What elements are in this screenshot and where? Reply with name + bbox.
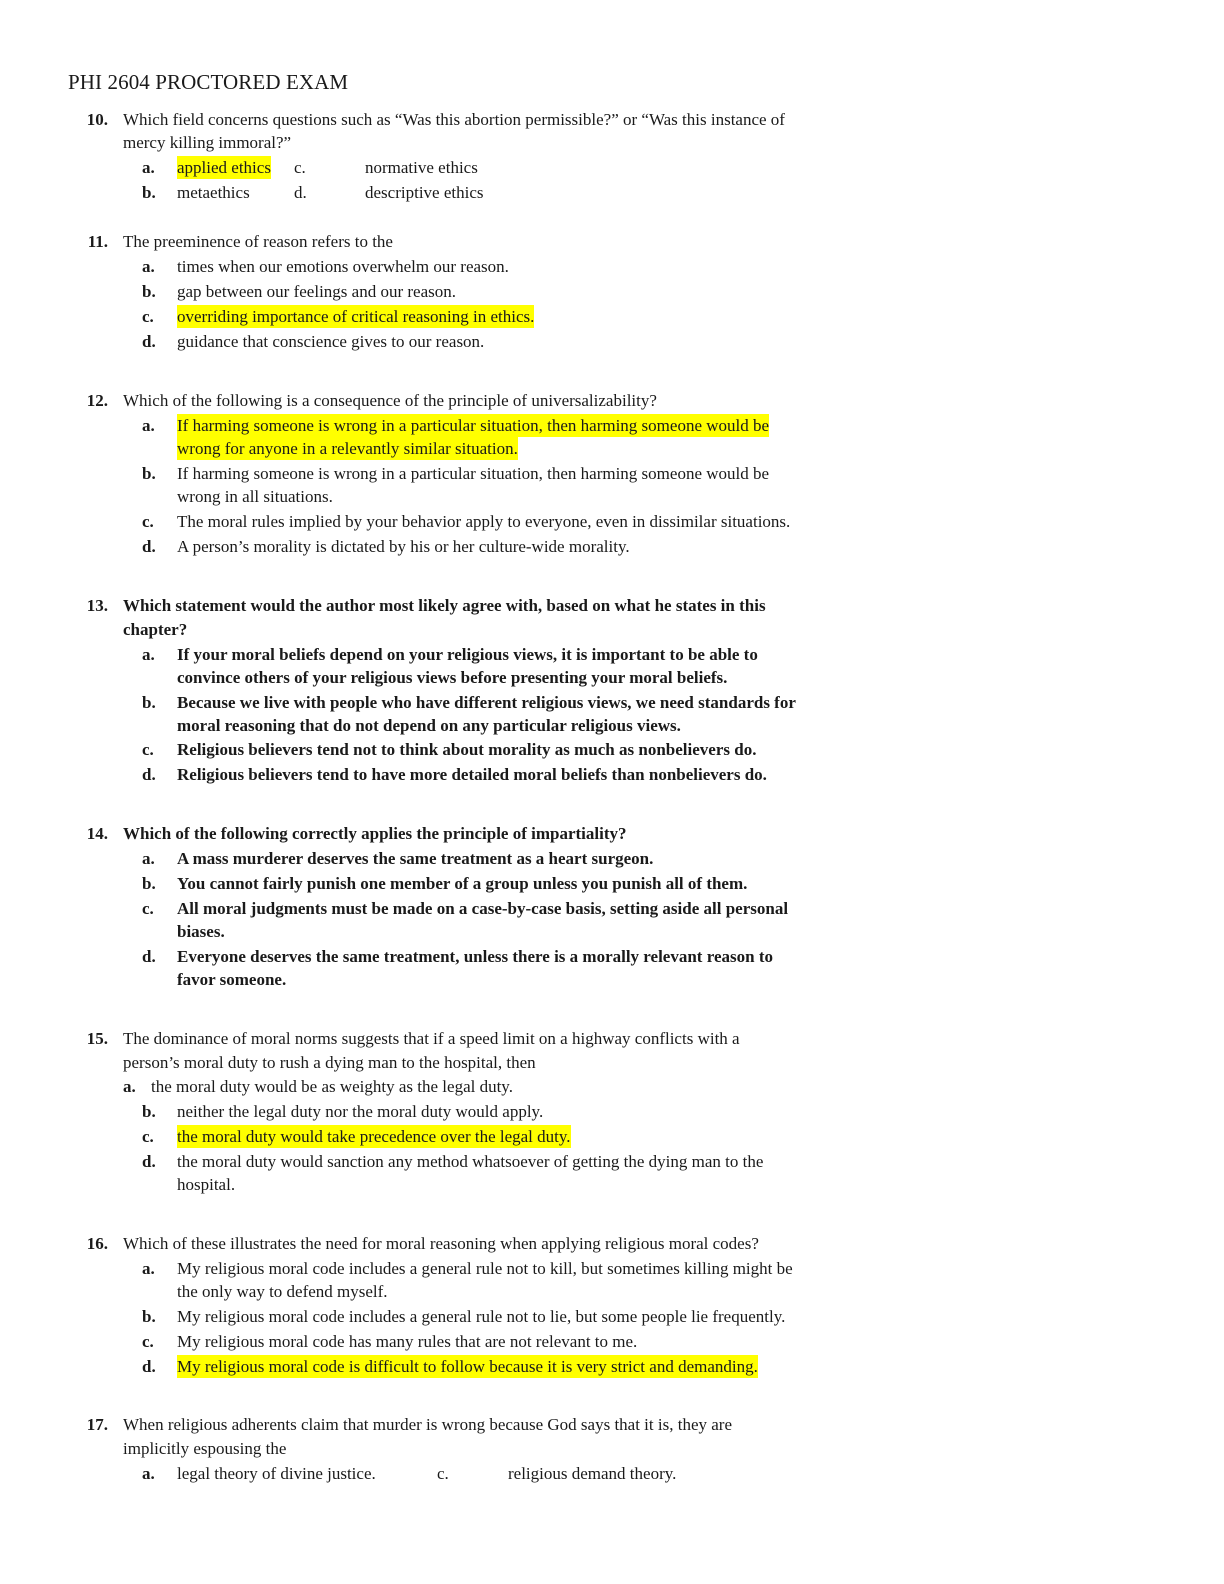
option-c-answer[interactable]: overriding importance of critical reasoning in ethics.	[177, 307, 535, 326]
question-text: When religious adherents claim that murder is wrong because God says that it is, they are	[123, 1415, 732, 1434]
option-letter: c.	[142, 740, 154, 759]
option-letter: d.	[142, 332, 156, 351]
option-letter: c.	[142, 307, 154, 326]
option-d[interactable]: hospital.	[177, 1175, 236, 1194]
option-letter: a.	[123, 1077, 136, 1096]
option-letter: b.	[142, 1102, 156, 1121]
question-text: implicitly espousing the	[123, 1439, 287, 1458]
option-d[interactable]: A person’s morality is dictated by his or her culture-wide morality.	[177, 537, 630, 556]
question-text: Which statement would the author most likely agree with, based on what he states in this	[123, 596, 766, 615]
option-letter: a.	[142, 645, 155, 664]
option-letter: a.	[142, 849, 155, 868]
option-letter: c.	[294, 158, 306, 177]
option-letter: c.	[142, 512, 154, 531]
option-letter: c.	[142, 899, 154, 918]
option-a-answer[interactable]: If harming someone is wrong in a particular situation, then harming someone would be	[177, 416, 770, 435]
option-letter: d.	[294, 183, 307, 202]
question-number: 13.	[86, 596, 108, 615]
option-letter: b.	[142, 874, 156, 893]
option-b[interactable]: My religious moral code includes a general rule not to lie, but some people lie frequently.	[177, 1307, 786, 1326]
option-letter: c.	[142, 1332, 154, 1351]
question-number: 15.	[86, 1029, 108, 1048]
option-a[interactable]: the moral duty would be as weighty as the legal duty.	[151, 1077, 513, 1096]
option-b[interactable]: You cannot fairly punish one member of a group unless you punish all of them.	[177, 874, 748, 893]
option-letter: d.	[142, 537, 156, 556]
question-number: 17.	[86, 1415, 108, 1434]
option-b[interactable]: moral reasoning that do not depend on any particular religious views.	[177, 716, 681, 735]
option-letter: b.	[142, 282, 156, 301]
option-letter: a.	[142, 1464, 155, 1483]
question-text: mercy killing immoral?”	[123, 133, 292, 152]
option-letter: a.	[142, 416, 155, 435]
option-letter: c.	[142, 1127, 154, 1146]
option-letter: d.	[142, 1357, 156, 1376]
option-a[interactable]: If your moral beliefs depend on your religious views, it is important to be able to	[177, 645, 758, 664]
option-a[interactable]: the only way to defend myself.	[177, 1282, 388, 1301]
page-title: PHI 2604 PROCTORED EXAM	[68, 70, 349, 94]
option-b[interactable]: If harming someone is wrong in a particular situation, then harming someone would be	[177, 464, 770, 483]
option-letter: b.	[142, 693, 156, 712]
option-b[interactable]: neither the legal duty nor the moral duty would apply.	[177, 1102, 544, 1121]
question-text: person’s moral duty to rush a dying man to the hospital, then	[123, 1053, 536, 1072]
option-d[interactable]: descriptive ethics	[365, 183, 484, 202]
option-letter: d.	[142, 1152, 156, 1171]
option-c[interactable]: Religious believers tend not to think about morality as much as nonbelievers do.	[177, 740, 757, 759]
question-text: The preeminence of reason refers to the	[123, 232, 393, 251]
option-b[interactable]: wrong in all situations.	[177, 487, 333, 506]
option-letter: b.	[142, 183, 156, 202]
option-a[interactable]: My religious moral code includes a general rule not to kill, but sometimes killing might be	[177, 1259, 793, 1278]
option-letter: d.	[142, 947, 156, 966]
option-c[interactable]: biases.	[177, 922, 225, 941]
question-number: 16.	[86, 1234, 108, 1253]
option-a-answer[interactable]: wrong for anyone in a relevantly similar situation.	[177, 439, 518, 458]
option-letter: a.	[142, 158, 155, 177]
question-number: 14.	[86, 824, 108, 843]
option-c[interactable]: normative ethics	[365, 158, 478, 177]
option-d[interactable]: guidance that conscience gives to our reason.	[177, 332, 485, 351]
option-c[interactable]: All moral judgments must be made on a case-by-case basis, setting aside all personal	[177, 899, 789, 918]
option-letter: d.	[142, 765, 156, 784]
option-letter: b.	[142, 464, 156, 483]
question-text: Which field concerns questions such as “Was this abortion permissible?” or “Was this instance of	[123, 110, 785, 129]
question-text: Which of these illustrates the need for moral reasoning when applying religious moral codes?	[123, 1234, 759, 1253]
question-text: Which of the following is a consequence of the principle of universalizability?	[123, 391, 657, 410]
question-text: The dominance of moral norms suggests that if a speed limit on a highway conflicts with a	[123, 1029, 740, 1048]
option-c-answer[interactable]: the moral duty would take precedence over the legal duty.	[177, 1127, 571, 1146]
option-d-answer[interactable]: My religious moral code is difficult to follow because it is very strict and demanding.	[177, 1357, 758, 1376]
option-letter: a.	[142, 1259, 155, 1278]
option-letter: b.	[142, 1307, 156, 1326]
option-d[interactable]: favor someone.	[177, 970, 287, 989]
option-d[interactable]: Religious believers tend to have more detailed moral beliefs than nonbelievers do.	[177, 765, 767, 784]
option-a[interactable]: legal theory of divine justice.	[177, 1464, 376, 1483]
option-d[interactable]: the moral duty would sanction any method whatsoever of getting the dying man to the	[177, 1152, 764, 1171]
question-text: Which of the following correctly applies the principle of impartiality?	[123, 824, 627, 843]
option-b[interactable]: Because we live with people who have different religious views, we need standards for	[177, 693, 796, 712]
option-c[interactable]: religious demand theory.	[508, 1464, 677, 1483]
option-c[interactable]: My religious moral code has many rules that are not relevant to me.	[177, 1332, 638, 1351]
question-text: chapter?	[123, 620, 188, 639]
option-letter: a.	[142, 257, 155, 276]
option-a-answer[interactable]: applied ethics	[177, 158, 271, 177]
option-letter: c.	[437, 1464, 449, 1483]
option-b[interactable]: metaethics	[177, 183, 250, 202]
option-a[interactable]: convince others of your religious views before presenting your moral beliefs.	[177, 668, 728, 687]
question-number: 10.	[86, 110, 108, 129]
option-a[interactable]: A mass murderer deserves the same treatment as a heart surgeon.	[177, 849, 654, 868]
option-d[interactable]: Everyone deserves the same treatment, unless there is a morally relevant reason to	[177, 947, 773, 966]
option-b[interactable]: gap between our feelings and our reason.	[177, 282, 456, 301]
option-a[interactable]: times when our emotions overwhelm our reason.	[177, 257, 509, 276]
question-number: 11.	[87, 232, 108, 251]
question-number: 12.	[86, 391, 108, 410]
option-c[interactable]: The moral rules implied by your behavior apply to everyone, even in dissimilar situations.	[177, 512, 791, 531]
